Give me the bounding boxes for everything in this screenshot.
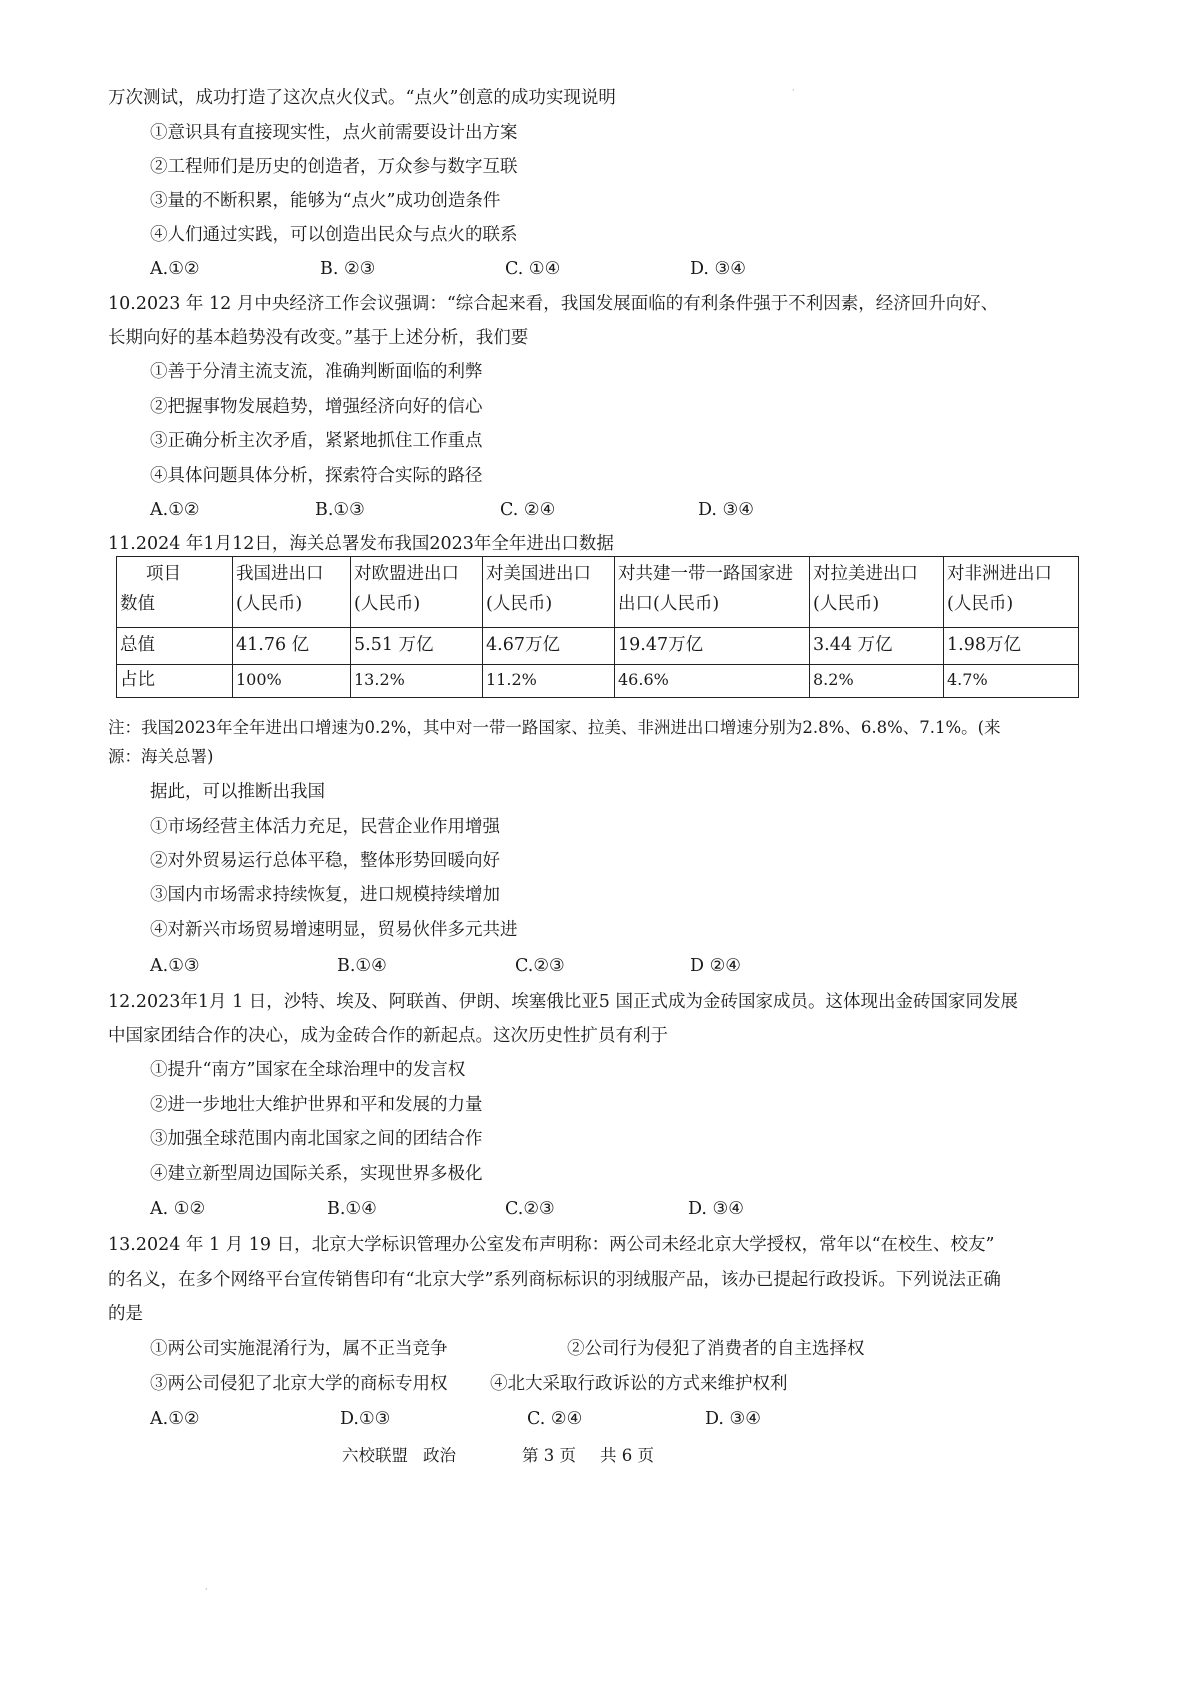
q13-item-3: ③两公司侵犯了北京大学的商标专用权: [150, 1374, 448, 1394]
q12-item-3: ③加强全球范围内南北国家之间的团结合作: [150, 1129, 483, 1149]
q11-stem: 11.2024 年1月12日，海关总署发布我国2023年全年进出口数据: [108, 534, 614, 554]
q10-item-4: ④具体问题具体分析，探索符合实际的路径: [150, 466, 483, 486]
row-label: 总值: [117, 628, 233, 665]
q9-option-a[interactable]: A.①②: [150, 259, 200, 279]
q10-item-3: ③正确分析主次矛盾，紧紧地抓住工作重点: [150, 431, 483, 451]
speck: ·: [205, 1585, 208, 1594]
q9-item-2: ②工程师们是历史的创造者，万众参与数字互联: [150, 157, 518, 177]
table-header-cell: 对美国进出口(人民币): [483, 557, 615, 628]
table-cell: 3.44 万亿: [810, 628, 944, 665]
q12-stem-line-1: 12.2023年1月 1 日，沙特、埃及、阿联酋、伊朗、埃塞俄比亚5 国正式成为金砖国家成员。这体现出金砖国家同发展: [108, 992, 1018, 1012]
trade-data-table: [116, 556, 1079, 698]
footer-page-number: 第 3 页: [522, 1446, 576, 1465]
q11-item-4: ④对新兴市场贸易增速明显，贸易伙伴多元共进: [150, 920, 518, 940]
corner-label-value: 数值: [120, 594, 155, 614]
table-cell: 4.7%: [944, 665, 1079, 698]
table-cell: 46.6%: [615, 665, 810, 698]
q11-option-c[interactable]: C.②③: [515, 956, 565, 976]
footer-alliance-name: 六校联盟: [342, 1446, 408, 1465]
q9-item-1: ①意识具有直接现实性，点火前需要设计出方案: [150, 123, 518, 143]
q11-option-a[interactable]: A.①③: [150, 956, 200, 976]
q12-option-b[interactable]: B.①④: [327, 1199, 377, 1219]
q12-item-2: ②进一步地壮大维护世界和平和发展的力量: [150, 1095, 483, 1115]
q11-item-3: ③国内市场需求持续恢复，进口规模持续增加: [150, 885, 500, 905]
q11-note-line-2: 源：海关总署): [108, 747, 214, 766]
q10-options: [0, 498, 1200, 522]
q10-item-2: ②把握事物发展趋势，增强经济向好的信心: [150, 397, 483, 417]
table-header-cell: 对非洲进出口(人民币): [944, 557, 1079, 628]
table-cell: 5.51 万亿: [351, 628, 483, 665]
q10-stem-line-2: 长期向好的基本趋势没有改变。”基于上述分析，我们要: [108, 328, 529, 348]
q11-item-2: ②对外贸易运行总体平稳，整体形势回暖向好: [150, 851, 500, 871]
table-cell: 11.2%: [483, 665, 615, 698]
q12-option-a[interactable]: A. ①②: [150, 1199, 206, 1219]
speck: ·: [792, 86, 795, 95]
q13-option-c[interactable]: C. ②④: [527, 1409, 583, 1429]
q9-options: [0, 257, 1200, 281]
table-cell: 41.76 亿: [233, 628, 351, 665]
table-corner-cell: [117, 557, 233, 628]
q10-item-1: ①善于分清主流支流，准确判断面临的利弊: [150, 362, 483, 382]
q10-option-d[interactable]: D. ③④: [698, 500, 754, 520]
footer-subject: 政治: [423, 1446, 456, 1465]
q13-item-2: ②公司行为侵犯了消费者的自主选择权: [567, 1339, 865, 1359]
q13-stem-line-2: 的名义，在多个网络平台宣传销售印有“北京大学”系列商标标识的羽绒服产品，该办已提起行政投诉。下列说法正确: [108, 1270, 1001, 1290]
table-header-row: [117, 557, 1079, 628]
q13-stem-line-1: 13.2024 年 1 月 19 日，北京大学标识管理办公室发布声明称：两公司未经北京大学授权，常年以“在校生、校友”: [108, 1235, 995, 1255]
q12-options: [0, 1197, 1200, 1221]
table-header-cell: 对拉美进出口(人民币): [810, 557, 944, 628]
q9-item-3: ③量的不断积累，能够为“点火”成功创造条件: [150, 191, 501, 211]
q11-option-b[interactable]: B.①④: [337, 956, 387, 976]
table-header-cell: 对共建一带一路国家进出口(人民币): [615, 557, 810, 628]
q13-item-4: ④北大采取行政诉讼的方式来维护权利: [490, 1374, 788, 1394]
table-header-cell: 对欧盟进出口(人民币): [351, 557, 483, 628]
row-label: 占比: [117, 665, 233, 698]
q13-stem-line-3: 的是: [108, 1304, 143, 1324]
q12-item-1: ①提升“南方”国家在全球治理中的发言权: [150, 1060, 466, 1080]
q12-stem-line-2: 中国家团结合作的决心，成为金砖合作的新起点。这次历史性扩员有利于: [108, 1026, 668, 1046]
table-cell: 4.67万亿: [483, 628, 615, 665]
q13-option-b[interactable]: D.①③: [340, 1409, 391, 1429]
q12-item-4: ④建立新型周边国际关系，实现世界多极化: [150, 1164, 483, 1184]
table-row-total: [117, 628, 1079, 665]
q9-option-c[interactable]: C. ①④: [505, 259, 561, 279]
q11-lead: 据此，可以推断出我国: [150, 782, 325, 802]
q13-option-d[interactable]: D. ③④: [705, 1409, 761, 1429]
table-cell: 1.98万亿: [944, 628, 1079, 665]
q11-option-d[interactable]: D ②④: [690, 956, 741, 976]
q10-option-c[interactable]: C. ②④: [500, 500, 556, 520]
q10-option-a[interactable]: A.①②: [150, 500, 200, 520]
q9-stem-continuation: 万次测试，成功打造了这次点火仪式。“点火”创意的成功实现说明: [108, 88, 616, 108]
q10-option-b[interactable]: B.①③: [315, 500, 365, 520]
q9-item-4: ④人们通过实践，可以创造出民众与点火的联系: [150, 225, 518, 245]
q13-option-a[interactable]: A.①②: [150, 1409, 200, 1429]
q11-note-line-1: 注：我国2023年全年进出口增速为0.2%，其中对一带一路国家、拉美、非洲进出口增速分别为2.8%、6.8%、7.1%。(来: [108, 718, 1001, 737]
q12-option-c[interactable]: C.②③: [505, 1199, 555, 1219]
table-cell: 100%: [233, 665, 351, 698]
footer-page-total: 共 6 页: [600, 1446, 654, 1465]
corner-label-item: 项目: [146, 564, 181, 584]
q11-item-1: ①市场经营主体活力充足，民营企业作用增强: [150, 817, 500, 837]
q10-stem-line-1: 10.2023 年 12 月中央经济工作会议强调：“综合起来看，我国发展面临的有利条件强于不利因素，经济回升向好、: [108, 294, 999, 314]
q11-options: [0, 954, 1200, 978]
q12-option-d[interactable]: D. ③④: [688, 1199, 744, 1219]
q9-option-b[interactable]: B. ②③: [320, 259, 376, 279]
table-cell: 8.2%: [810, 665, 944, 698]
q9-option-d[interactable]: D. ③④: [690, 259, 746, 279]
table-header-cell: 我国进出口(人民币): [233, 557, 351, 628]
table-cell: 13.2%: [351, 665, 483, 698]
table-row-share: [117, 665, 1079, 698]
q13-options: [0, 1407, 1200, 1431]
q13-item-1: ①两公司实施混淆行为，属不正当竞争: [150, 1339, 448, 1359]
table-cell: 19.47万亿: [615, 628, 810, 665]
